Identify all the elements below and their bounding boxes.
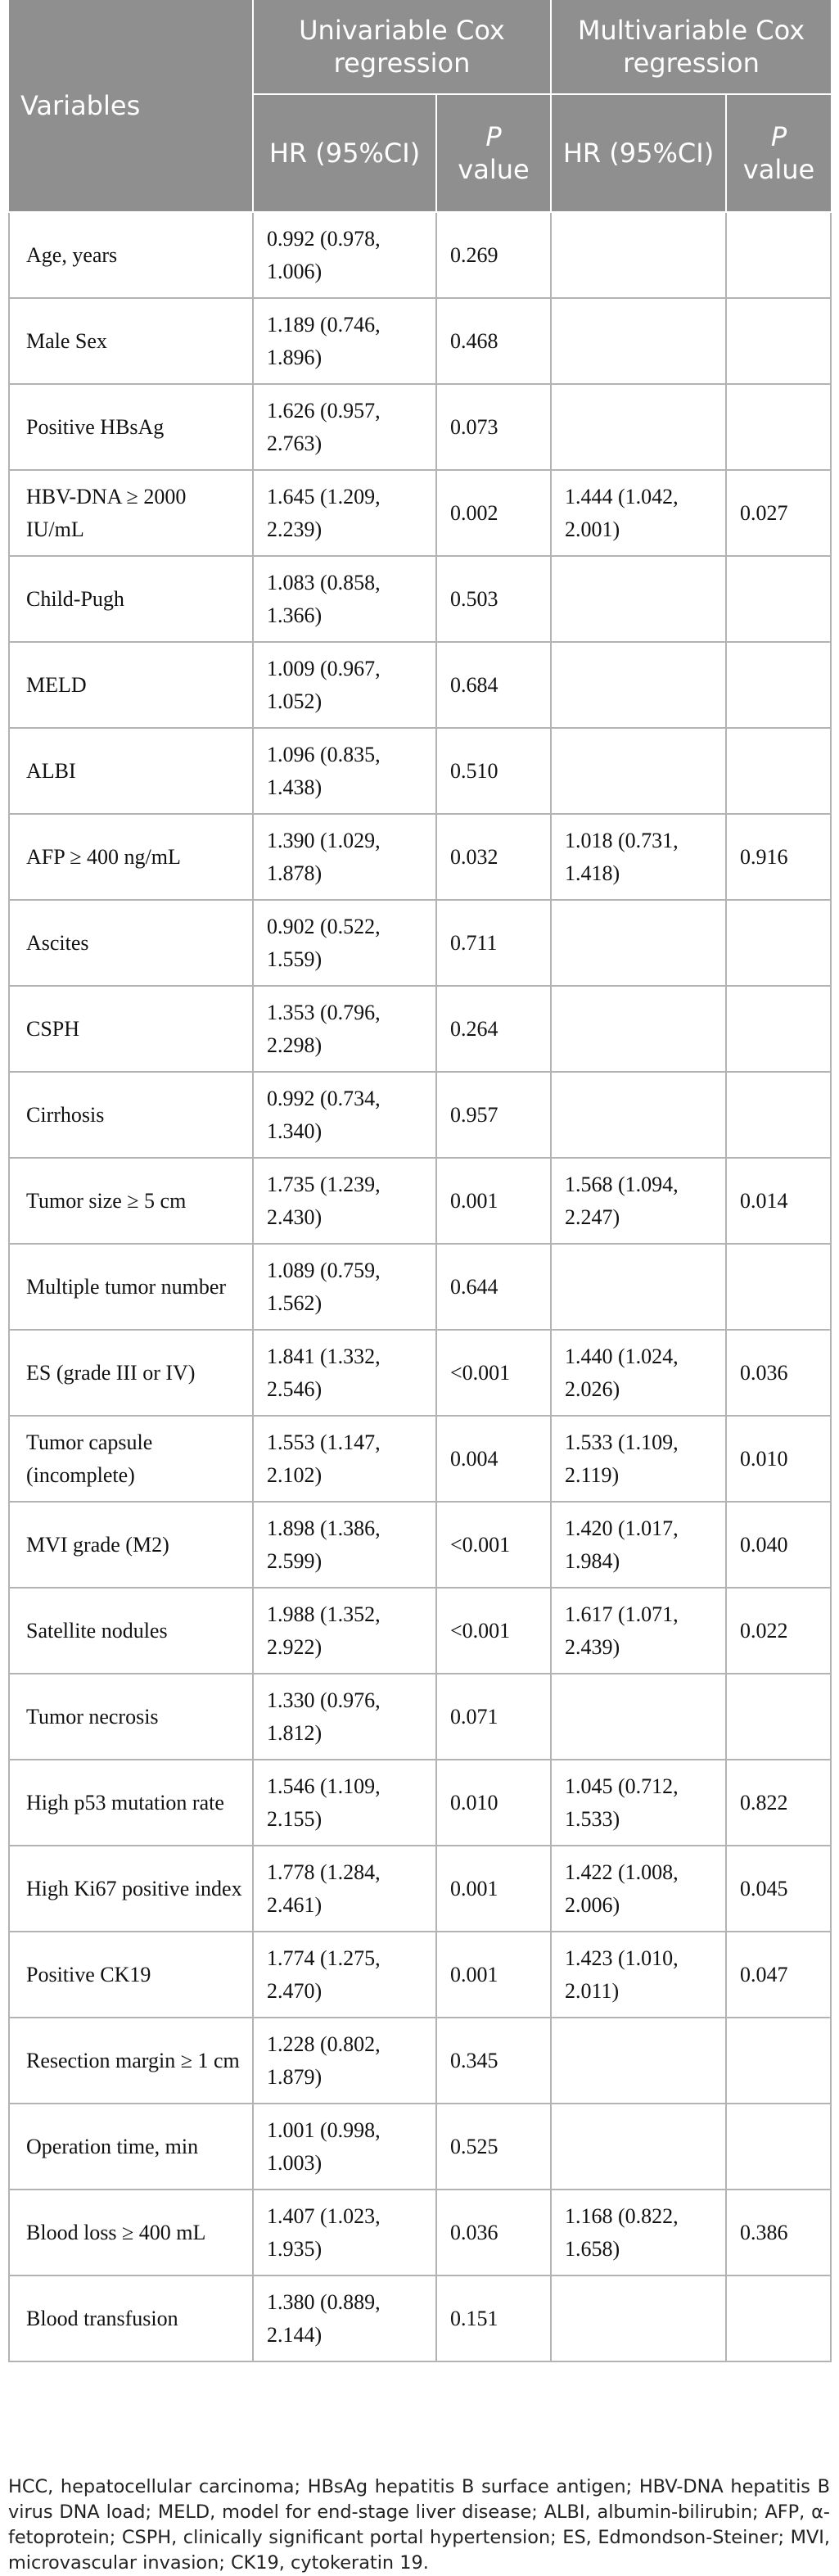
variable-cell: Satellite nodules [9, 1588, 253, 1674]
multivariable-p-cell: 0.027 [726, 470, 831, 556]
univariable-hr-cell: 1.353 (0.796, 2.298) [253, 986, 436, 1072]
variable-cell: MVI grade (M2) [9, 1502, 253, 1588]
multivariable-hr-cell: 1.423 (1.010, 2.011) [551, 1932, 726, 2018]
header-multi-p [726, 94, 831, 212]
header-univariable: Univariable Cox regression [253, 0, 551, 94]
univariable-hr-cell: 1.778 (1.284, 2.461) [253, 1846, 436, 1932]
univariable-hr-cell: 1.189 (0.746, 1.896) [253, 298, 436, 384]
multivariable-p-cell [726, 986, 831, 1072]
multivariable-p-cell [726, 1072, 831, 1158]
header-p-letter: P [770, 121, 787, 152]
univariable-p-cell: 0.001 [436, 1846, 551, 1932]
cox-regression-table-container [8, 0, 830, 2362]
univariable-hr-cell: 1.735 (1.239, 2.430) [253, 1158, 436, 1244]
table-row [9, 1158, 831, 1244]
table-row [9, 728, 831, 814]
table-row [9, 2190, 831, 2275]
table-row [9, 814, 831, 900]
univariable-p-cell: 0.004 [436, 1416, 551, 1502]
multivariable-hr-cell: 1.617 (1.071, 2.439) [551, 1588, 726, 1674]
header-p-value: value [742, 154, 815, 185]
header-uni-hr: HR (95%CI) [253, 94, 436, 212]
multivariable-hr-cell [551, 556, 726, 642]
variable-cell: Resection margin ≥ 1 cm [9, 2018, 253, 2104]
univariable-hr-cell: 1.390 (1.029, 1.878) [253, 814, 436, 900]
table-row [9, 384, 831, 470]
table-row [9, 1416, 831, 1502]
univariable-p-cell: 0.345 [436, 2018, 551, 2104]
multivariable-hr-cell: 1.420 (1.017, 1.984) [551, 1502, 726, 1588]
univariable-hr-cell: 1.330 (0.976, 1.812) [253, 1674, 436, 1760]
multivariable-hr-cell: 1.533 (1.109, 2.119) [551, 1416, 726, 1502]
table-row [9, 2104, 831, 2190]
univariable-p-cell: 0.001 [436, 1932, 551, 2018]
variable-cell: Multiple tumor number [9, 1244, 253, 1330]
univariable-hr-cell: 1.096 (0.835, 1.438) [253, 728, 436, 814]
multivariable-p-cell [726, 556, 831, 642]
multivariable-hr-cell: 1.018 (0.731, 1.418) [551, 814, 726, 900]
univariable-p-cell: 0.071 [436, 1674, 551, 1760]
multivariable-p-cell: 0.022 [726, 1588, 831, 1674]
table-row [9, 1244, 831, 1330]
multivariable-p-cell: 0.047 [726, 1932, 831, 2018]
multivariable-p-cell: 0.916 [726, 814, 831, 900]
variable-cell: Blood loss ≥ 400 mL [9, 2190, 253, 2275]
univariable-hr-cell: 1.841 (1.332, 2.546) [253, 1330, 436, 1416]
header-multi-hr: HR (95%CI) [551, 94, 726, 212]
univariable-p-cell: 0.525 [436, 2104, 551, 2190]
multivariable-hr-cell: 1.444 (1.042, 2.001) [551, 470, 726, 556]
header-multivariable: Multivariable Cox regression [551, 0, 831, 94]
univariable-hr-cell: 1.089 (0.759, 1.562) [253, 1244, 436, 1330]
univariable-hr-cell: 1.083 (0.858, 1.366) [253, 556, 436, 642]
variable-cell: Positive HBsAg [9, 384, 253, 470]
multivariable-hr-cell: 1.168 (0.822, 1.658) [551, 2190, 726, 2275]
univariable-p-cell: <0.001 [436, 1588, 551, 1674]
multivariable-p-cell [726, 212, 831, 298]
variable-cell: Male Sex [9, 298, 253, 384]
univariable-hr-cell: 0.992 (0.734, 1.340) [253, 1072, 436, 1158]
univariable-p-cell: 0.510 [436, 728, 551, 814]
univariable-hr-cell: 1.774 (1.275, 2.470) [253, 1932, 436, 2018]
univariable-hr-cell: 1.553 (1.147, 2.102) [253, 1416, 436, 1502]
univariable-hr-cell: 0.902 (0.522, 1.559) [253, 900, 436, 986]
multivariable-hr-cell [551, 1072, 726, 1158]
multivariable-p-cell: 0.036 [726, 1330, 831, 1416]
multivariable-p-cell: 0.822 [726, 1760, 831, 1846]
variable-cell: Age, years [9, 212, 253, 298]
header-uni-p [436, 94, 551, 212]
univariable-p-cell: 0.002 [436, 470, 551, 556]
univariable-p-cell: 0.010 [436, 1760, 551, 1846]
variable-cell: ALBI [9, 728, 253, 814]
univariable-p-cell: 0.957 [436, 1072, 551, 1158]
variable-cell: Ascites [9, 900, 253, 986]
univariable-p-cell: <0.001 [436, 1330, 551, 1416]
multivariable-hr-cell [551, 2018, 726, 2104]
multivariable-hr-cell: 1.045 (0.712, 1.533) [551, 1760, 726, 1846]
variable-cell: Tumor necrosis [9, 1674, 253, 1760]
univariable-hr-cell: 0.992 (0.978, 1.006) [253, 212, 436, 298]
univariable-hr-cell: 1.898 (1.386, 2.599) [253, 1502, 436, 1588]
table-row [9, 1674, 831, 1760]
multivariable-p-cell: 0.010 [726, 1416, 831, 1502]
univariable-p-cell: 0.264 [436, 986, 551, 1072]
univariable-hr-cell: 1.407 (1.023, 1.935) [253, 2190, 436, 2275]
table-row [9, 556, 831, 642]
multivariable-hr-cell [551, 384, 726, 470]
multivariable-p-cell [726, 900, 831, 986]
header-p-letter: P [485, 121, 502, 152]
multivariable-p-cell: 0.040 [726, 1502, 831, 1588]
variable-cell: Operation time, min [9, 2104, 253, 2190]
table-row [9, 1846, 831, 1932]
variable-cell: Positive CK19 [9, 1932, 253, 2018]
variable-cell: Tumor size ≥ 5 cm [9, 1158, 253, 1244]
variable-cell: Child-Pugh [9, 556, 253, 642]
table-row [9, 1932, 831, 2018]
univariable-p-cell: <0.001 [436, 1502, 551, 1588]
univariable-hr-cell: 1.645 (1.209, 2.239) [253, 470, 436, 556]
multivariable-p-cell: 0.014 [726, 1158, 831, 1244]
univariable-p-cell: 0.711 [436, 900, 551, 986]
univariable-hr-cell: 1.546 (1.109, 2.155) [253, 1760, 436, 1846]
univariable-p-cell: 0.032 [436, 814, 551, 900]
table-row [9, 2018, 831, 2104]
table-body [9, 212, 831, 2361]
variable-cell: MELD [9, 642, 253, 728]
table-header [9, 0, 831, 212]
multivariable-hr-cell [551, 900, 726, 986]
multivariable-hr-cell [551, 1674, 726, 1760]
univariable-p-cell: 0.151 [436, 2275, 551, 2361]
multivariable-p-cell [726, 2275, 831, 2361]
cox-regression-table [8, 0, 832, 2362]
multivariable-hr-cell [551, 298, 726, 384]
table-row [9, 2275, 831, 2361]
multivariable-hr-cell [551, 212, 726, 298]
variable-cell: Cirrhosis [9, 1072, 253, 1158]
multivariable-p-cell: 0.045 [726, 1846, 831, 1932]
variable-cell: Tumor capsule (incomplete) [9, 1416, 253, 1502]
table-row [9, 298, 831, 384]
univariable-p-cell: 0.684 [436, 642, 551, 728]
multivariable-p-cell [726, 298, 831, 384]
univariable-p-cell: 0.503 [436, 556, 551, 642]
multivariable-hr-cell [551, 2104, 726, 2190]
table-row [9, 642, 831, 728]
multivariable-hr-cell: 1.422 (1.008, 2.006) [551, 1846, 726, 1932]
multivariable-p-cell [726, 2104, 831, 2190]
multivariable-p-cell [726, 1244, 831, 1330]
multivariable-hr-cell: 1.568 (1.094, 2.247) [551, 1158, 726, 1244]
table-row [9, 212, 831, 298]
multivariable-hr-cell: 1.440 (1.024, 2.026) [551, 1330, 726, 1416]
multivariable-p-cell [726, 384, 831, 470]
multivariable-p-cell [726, 1674, 831, 1760]
multivariable-hr-cell [551, 1244, 726, 1330]
variable-cell: HBV-DNA ≥ 2000 IU/mL [9, 470, 253, 556]
univariable-hr-cell: 1.001 (0.998, 1.003) [253, 2104, 436, 2190]
multivariable-p-cell [726, 642, 831, 728]
variable-cell: High Ki67 positive index [9, 1846, 253, 1932]
table-row [9, 1072, 831, 1158]
table-row [9, 1588, 831, 1674]
multivariable-p-cell [726, 2018, 831, 2104]
univariable-hr-cell: 1.626 (0.957, 2.763) [253, 384, 436, 470]
multivariable-hr-cell [551, 2275, 726, 2361]
univariable-hr-cell: 1.228 (0.802, 1.879) [253, 2018, 436, 2104]
multivariable-p-cell [726, 728, 831, 814]
univariable-hr-cell: 1.009 (0.967, 1.052) [253, 642, 436, 728]
variable-cell: CSPH [9, 986, 253, 1072]
multivariable-hr-cell [551, 642, 726, 728]
multivariable-hr-cell [551, 986, 726, 1072]
univariable-p-cell: 0.644 [436, 1244, 551, 1330]
univariable-p-cell: 0.073 [436, 384, 551, 470]
univariable-p-cell: 0.269 [436, 212, 551, 298]
variable-cell: ES (grade III or IV) [9, 1330, 253, 1416]
header-p-value: value [458, 154, 530, 185]
table-row [9, 986, 831, 1072]
table-footnote: HCC, hepatocellular carcinoma; HBsAg hepatitis B surface antigen; HBV-DNA hepatitis B virus DNA load; MELD, model for end-stage liver disease; ALBI, albumin-bilirubin; AFP, α-fetoprotein; CSPH, clinically significant portal hypertension; ES, Edmondson-Steiner; MVI, microvascular invasion; CK19, cytokeratin 19. [8, 2476, 830, 2574]
table-row [9, 1330, 831, 1416]
univariable-hr-cell: 1.380 (0.889, 2.144) [253, 2275, 436, 2361]
univariable-p-cell: 0.468 [436, 298, 551, 384]
header-variables: Variables [9, 0, 253, 212]
variable-cell: AFP ≥ 400 ng/mL [9, 814, 253, 900]
table-row [9, 1502, 831, 1588]
univariable-p-cell: 0.036 [436, 2190, 551, 2275]
variable-cell: Blood transfusion [9, 2275, 253, 2361]
variable-cell: High p53 mutation rate [9, 1760, 253, 1846]
univariable-hr-cell: 1.988 (1.352, 2.922) [253, 1588, 436, 1674]
multivariable-p-cell: 0.386 [726, 2190, 831, 2275]
table-row [9, 1760, 831, 1846]
multivariable-hr-cell [551, 728, 726, 814]
univariable-p-cell: 0.001 [436, 1158, 551, 1244]
table-row [9, 900, 831, 986]
table-row [9, 470, 831, 556]
